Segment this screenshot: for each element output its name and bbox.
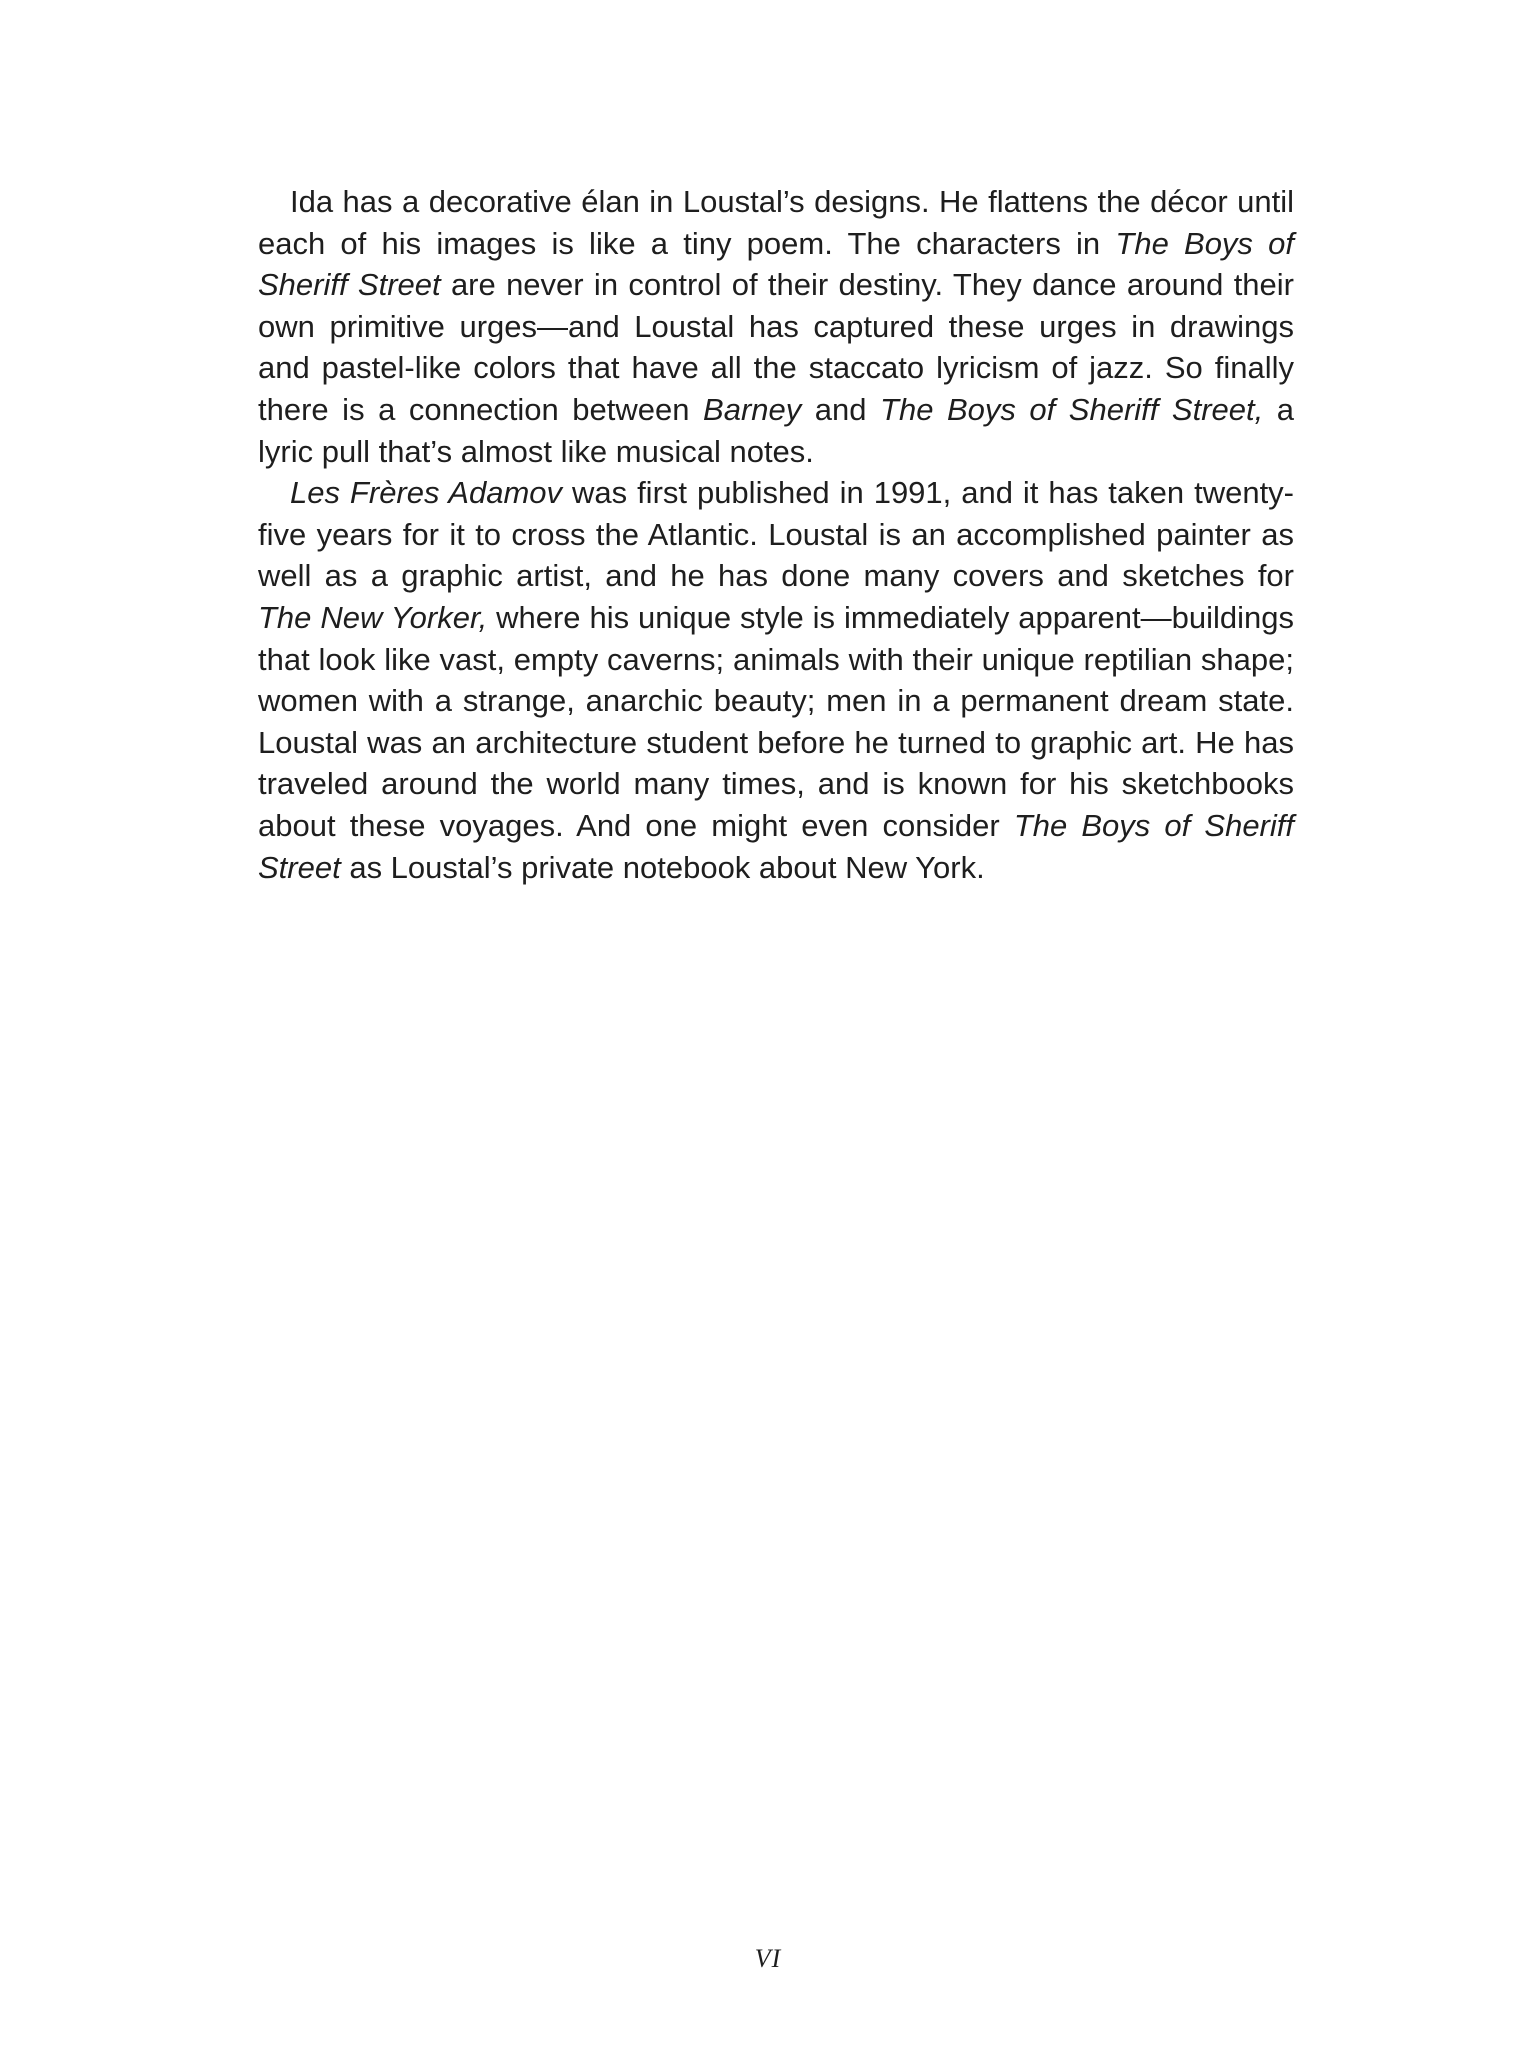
- paragraph-2: [258, 472, 1294, 888]
- paragraph-1: [258, 181, 1294, 472]
- text-span: and: [801, 391, 881, 427]
- magazine-title: The New Yorker,: [258, 599, 488, 635]
- book-title: The Boys of Sheriff Street: [258, 225, 1294, 303]
- book-title: Barney: [703, 391, 802, 427]
- text-span: are never in control of their destiny. They dance around their own primitive urges—and Loustal has captured these urges in drawings and pastel-like colors that have all the staccato lyricism of jazz. So finally there is a connection between: [258, 267, 1294, 427]
- page-body: [258, 181, 1294, 888]
- text-span: a lyric pull that’s almost like musical notes.: [258, 391, 1294, 469]
- text-span: Ida has a decorative élan in Loustal’s designs. He flattens the décor until each of his images is like a tiny poem. The characters in: [258, 184, 1294, 261]
- book-title: The Boys of Sheriff Street: [258, 807, 1294, 885]
- text-span: was first published in 1991, and it has taken twenty-five years for it to cross the Atlantic. Loustal is an accomplished painter as well as a graphic artist, and he has done many covers and sketches for: [258, 475, 1294, 594]
- text-span: where his unique style is immediately apparent—buildings that look like vast, empty caverns; animals with their unique reptilian shape; women with a strange, anarchic beauty; men in a permanent dream state. Loustal was an architecture student before he turned to graphic art. He has traveled around the world many times, and is known for his sketchbooks about these voyages. And one might even consider: [258, 599, 1294, 843]
- page-number: VI: [754, 1944, 782, 1973]
- text-span: as Loustal’s private notebook about New York.: [340, 849, 985, 885]
- book-title: The Boys of Sheriff Street,: [880, 391, 1264, 427]
- book-title: Les Frères Adamov: [290, 475, 563, 511]
